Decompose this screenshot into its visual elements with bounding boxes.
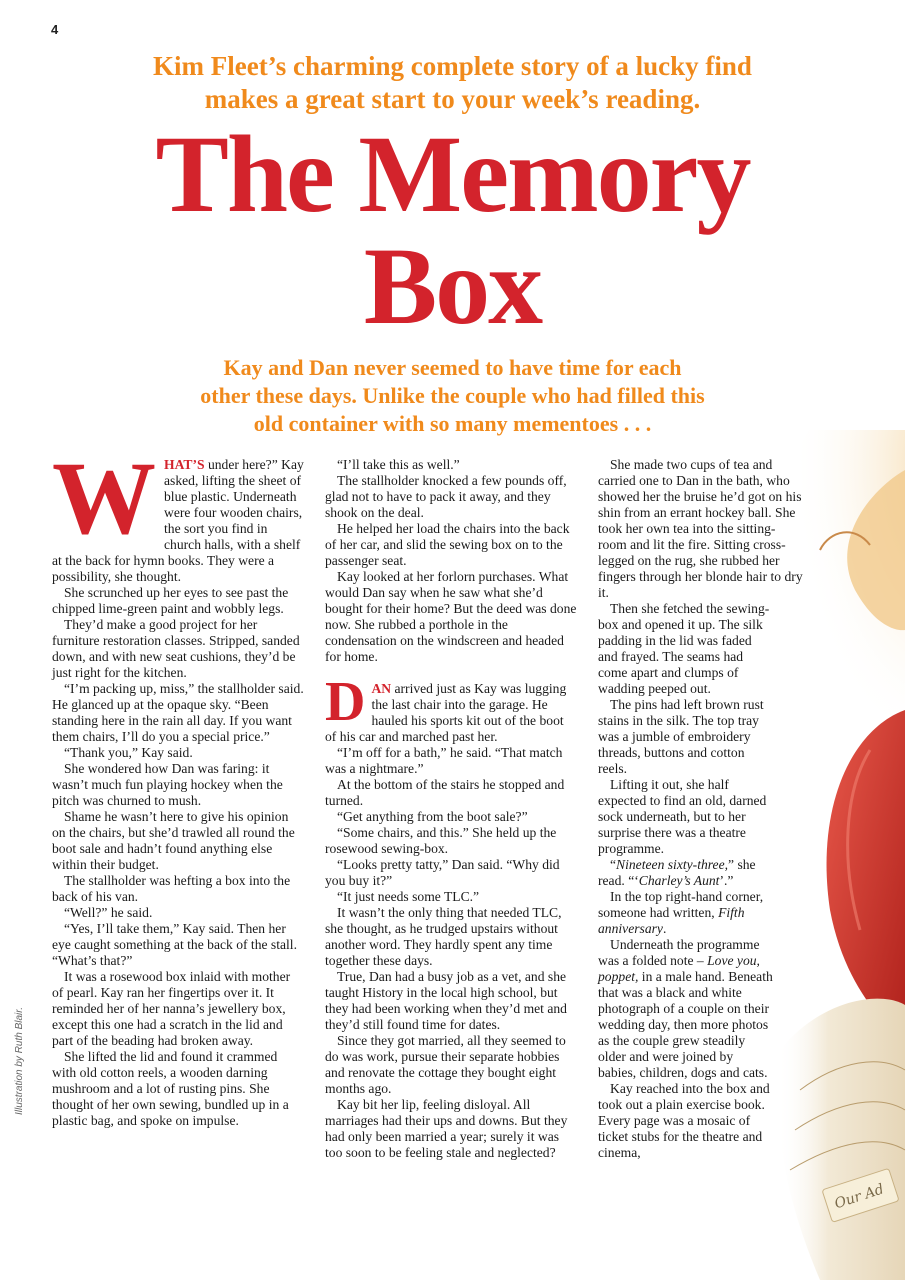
paragraph: [598, 857, 773, 889]
italic-run: Nineteen sixty-three,: [616, 857, 729, 872]
paragraph: She wondered how Dan was faring: it wasn’t much fun playing hockey when the pitch was churned to mush.: [52, 761, 283, 808]
drop-cap: D: [325, 671, 366, 733]
paragraph: She lifted the lid and found it crammed with old cotton reels, a wooden darning mushroom and a lot of rusting pins. She thought of her own sewing, bundled up in a plastic bag, and spoke on impulse.: [52, 1049, 289, 1128]
paragraph: Kay reached into the box and took out a plain exercise book. Every page was a mosaic of ticket stubs for the theatre and cinema,: [598, 1081, 770, 1160]
illustration-ticket-text: Our Ad: [832, 1181, 886, 1213]
paragraph: “Looks pretty tatty,” Dan said. “Why did you buy it?”: [325, 857, 560, 888]
paragraph: “Get anything from the boot sale?”: [337, 809, 528, 824]
italic-run: Charley’s Aunt: [638, 873, 720, 888]
paragraph: Since they got married, all they seemed to do was work, pursue their separate hobbies and renovate the cottage they bought eight months ago.: [325, 1033, 566, 1096]
paragraph-text: under here?” Kay asked, lifting the sheet of blue plastic. Underneath were four wooden chairs, the sort you find in church halls, with a shelf at the back for hymn books. They were a possibility, she thought.: [52, 457, 304, 584]
story-title: [0, 113, 905, 347]
paragraph: They’d make a good project for her furniture restoration classes. Stripped, sanded down, and with new seat cushions, they’d be just right for the kitchen.: [52, 617, 300, 680]
paragraph: [52, 441, 304, 585]
paragraph-text: arrived just as Kay was lugging the last chair into the garage. He hauled his sports kit out of the boot of his car and marched past her.: [325, 681, 567, 744]
text-run: ’.”: [719, 873, 734, 888]
paragraph: True, Dan had a busy job as a vet, and she taught History in the local high school, but they had been working when they’d met and they’d still found time for dates.: [325, 969, 567, 1032]
text-column-1: [52, 441, 304, 1129]
lead-caps: HAT’S: [164, 457, 205, 472]
paragraph: She scrunched up her eyes to see past the chipped lime-green paint and wobbly legs.: [52, 585, 289, 616]
standfirst: [0, 50, 905, 116]
paragraph: The stallholder was hefting a box into the back of his van.: [52, 873, 291, 904]
paragraph: It wasn’t the only thing that needed TLC, she thought, as he trudged upstairs without another word. They hardly spent any time together these days.: [325, 905, 562, 968]
intro-line: Kay and Dan never seemed to have time for each: [223, 355, 682, 380]
title-line: Box: [363, 225, 542, 347]
paragraph: Then she fetched the sewing-box and opened it up. The silk padding in the lid was faded and frayed. The seams had come apart and clumps of wadding peeped out.: [598, 601, 770, 696]
paragraph: The stallholder knocked a few pounds off, glad not to have to pack it away, and they shook on the deal.: [325, 473, 567, 520]
paragraph: Shame he wasn’t here to give his opinion on the chairs, but she’d trawled all round the boot sale and hadn’t found anything else within their budget.: [52, 809, 295, 872]
paragraph: [598, 889, 773, 937]
paragraph: It was a rosewood box inlaid with mother of pearl. Kay ran her fingertips over it. It reminded her of her nanna’s jewellery box, except this one had a scratch in the lid and part of the beading had broken away.: [52, 969, 291, 1048]
paragraph: He helped her load the chairs into the back of her car, and slid the sewing box on to the passenger seat.: [325, 521, 570, 568]
text-run: “: [610, 857, 617, 872]
paragraph: “It just needs some TLC.”: [337, 889, 480, 904]
text-run: ” she read. “‘: [598, 857, 756, 888]
paragraph: The pins had left brown rust stains in the silk. The top tray was a jumble of embroidery threads, buttons and cotton reels.: [598, 697, 764, 776]
text-run: in a male hand. Beneath that was a black and white photograph of a couple on their wedding day, then more photos as the couple grew steadily older and were joined by babies, children, dogs and cats.: [598, 969, 773, 1080]
paragraph: She made two cups of tea and carried one to Dan in the bath, who showed her the bruise he’d got on his shin from an errant hockey ball. She took her own tea into the sitting-room and lit the fire. Sitting cross-legged on the rug, she rubbed her fingers through her blonde hair to dry it.: [598, 457, 803, 600]
intro-line: other these days. Unlike the couple who had filled this: [200, 383, 705, 408]
paragraph: “Yes, I’ll take them,” Kay said. Then her eye caught something at the back of the stall. “What’s that?”: [52, 921, 297, 968]
paragraph: “I’ll take this as well.”: [337, 457, 460, 472]
paragraph: [325, 671, 577, 745]
illustration-credit: Illustration by Ruth Blair.: [14, 1006, 25, 1115]
standfirst-line: Kim Fleet’s charming complete story of a lucky find: [153, 51, 752, 81]
text-column-3: [598, 457, 848, 1161]
drop-cap: W: [52, 441, 156, 556]
paragraph: “I’m packing up, miss,” the stallholder said. He glanced up at the opaque sky. “Been standing here in the rain all day. If you want them chairs, I’ll do you a special price.”: [52, 681, 304, 744]
paragraph: “Thank you,” Kay said.: [64, 745, 193, 760]
italic-run: Love you, poppet,: [598, 953, 760, 984]
standfirst-line: makes a great start to your week’s reading.: [204, 84, 701, 114]
lead-caps: AN: [371, 681, 392, 696]
intro-line: old container with so many mementoes . . .: [253, 411, 652, 436]
paragraph: “Some chairs, and this.” She held up the rosewood sewing-box.: [325, 825, 557, 856]
paragraph: At the bottom of the stairs he stopped and turned.: [325, 777, 565, 808]
paragraph: Lifting it out, she half expected to find an old, darned sock underneath, but to her surprise there was a theatre programme.: [598, 777, 767, 856]
text-run: .: [662, 921, 667, 936]
title-line: The Memory: [155, 113, 750, 235]
story-intro: [0, 354, 905, 438]
text-column-2: [325, 457, 577, 1161]
paragraph: “Well?” he said.: [64, 905, 153, 920]
italic-run: Fifth anniversary: [598, 905, 745, 936]
paragraph: Kay looked at her forlorn purchases. What would Dan say when he saw what she’d bought for their home? But the deed was done now. She rubbed a porthole in the condensation on the windscreen and headed for home.: [325, 569, 577, 664]
text-run: Underneath the programme was a folded note –: [598, 937, 760, 968]
paragraph: “I’m off for a bath,” he said. “That match was a nightmare.”: [325, 745, 563, 776]
page-number: 4: [51, 22, 59, 37]
paragraph: [598, 937, 773, 1081]
paragraph: Kay bit her lip, feeling disloyal. All marriages had their ups and downs. But they had only been married a year; surely it was too soon to be feeling stale and neglected?: [325, 1097, 568, 1160]
text-run: In the top right-hand corner, someone had written,: [598, 889, 764, 920]
